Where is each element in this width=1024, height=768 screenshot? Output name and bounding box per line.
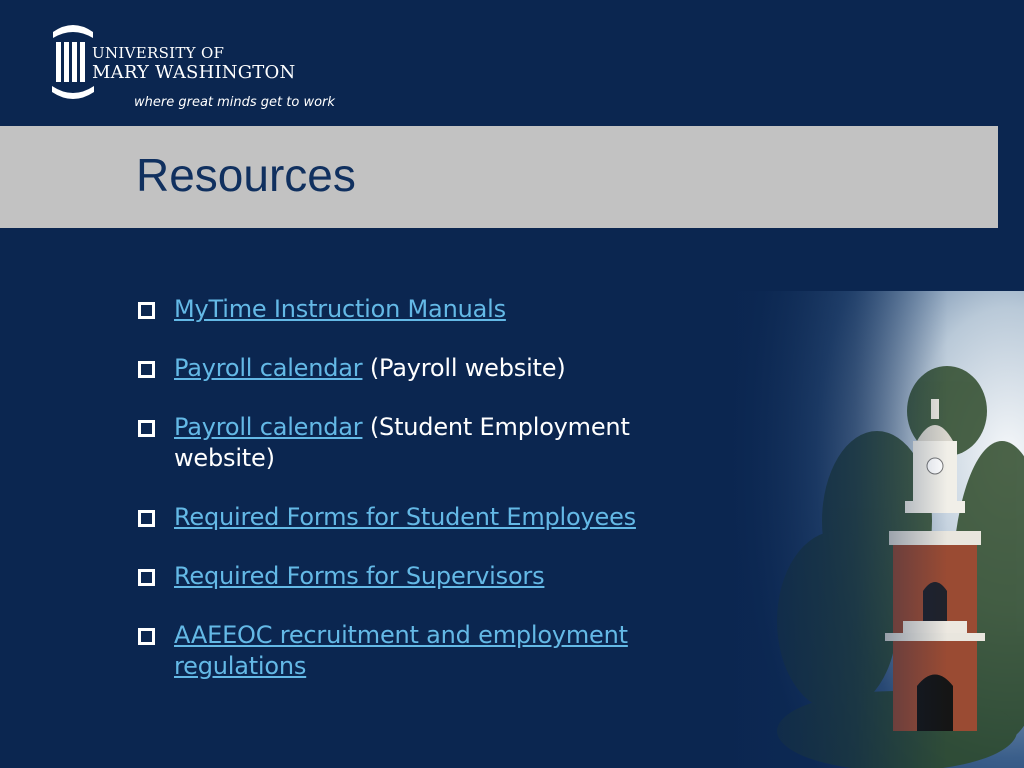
square-bullet-icon xyxy=(138,302,155,319)
square-bullet-icon xyxy=(138,569,155,586)
square-bullet-icon xyxy=(138,420,155,437)
columns-logo-icon xyxy=(50,22,96,100)
student-payroll-calendar-link[interactable]: Payroll calendar xyxy=(174,413,363,441)
slide-title: Resources xyxy=(136,149,356,201)
logo-university-of: UNIVERSITY OF xyxy=(92,44,225,62)
student-forms-link[interactable]: Required Forms for Student Employees xyxy=(174,503,636,531)
supervisor-forms-link[interactable]: Required Forms for Supervisors xyxy=(174,562,545,590)
list-item-suffix: (Payroll website) xyxy=(362,354,566,382)
logo-tagline: where great minds get to work xyxy=(134,95,335,110)
logo-mary-washington: MARY WASHINGTON xyxy=(92,62,296,83)
square-bullet-icon xyxy=(138,510,155,527)
mytime-manuals-link[interactable]: MyTime Instruction Manuals xyxy=(174,295,506,323)
aaeeoc-regulations-link[interactable]: AAEEOC recruitment and employment regulations xyxy=(174,621,628,680)
university-logo xyxy=(50,22,350,117)
list-item-suffix: (Student Employment website) xyxy=(174,413,630,472)
square-bullet-icon xyxy=(138,361,155,378)
square-bullet-icon xyxy=(138,628,155,645)
bell-tower-photo xyxy=(717,291,1024,768)
payroll-calendar-link[interactable]: Payroll calendar xyxy=(174,354,363,382)
